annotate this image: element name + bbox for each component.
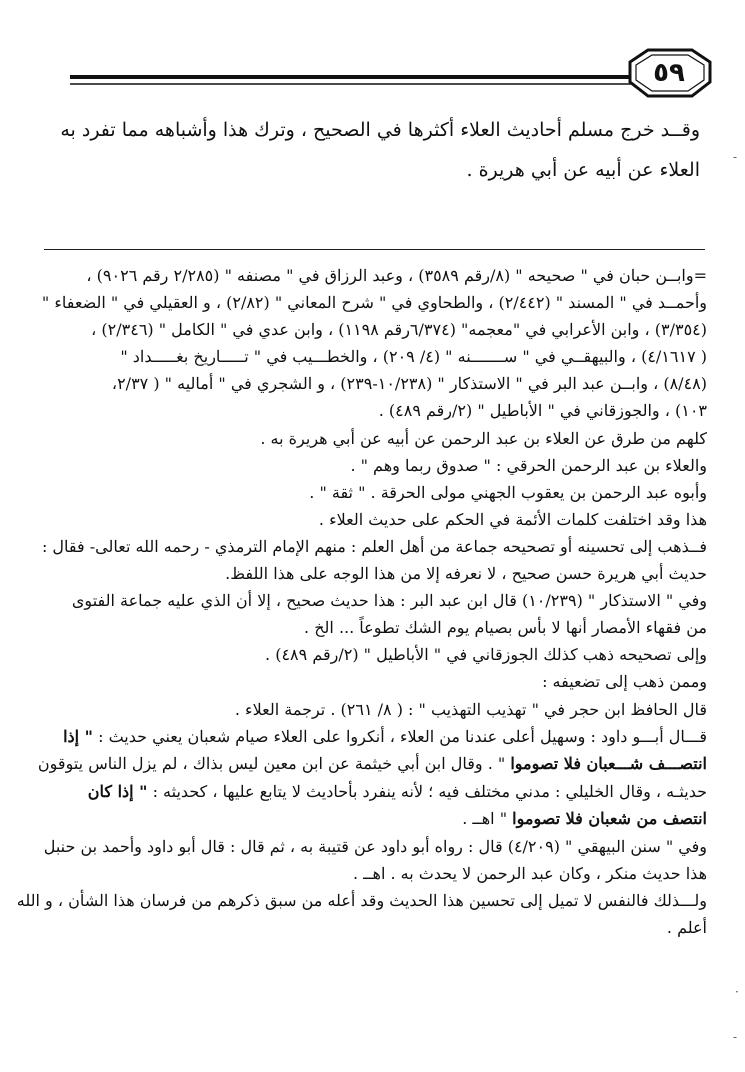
footnote-separator <box>44 249 705 250</box>
main-line-2: العلاء عن أبيه عن أبي هريرة . <box>466 159 700 181</box>
footnote-text: حديثـه ، وقال الخليلي : مدني مختلف فيه ؛ لأنه ينفرد بأحاديث لا يتابع عليها ، كحديثه : <box>152 781 707 801</box>
page-number: ٥٩ <box>653 58 685 88</box>
footnote-line-20 <box>17 778 707 806</box>
footnote-line-7: كلهم من طرق عن العلاء بن عبد الرحمن عن أبيه عن أبي هريرة به . <box>260 428 707 448</box>
footnote-text: " . وقال ابن أبي خيثمة عن ابن معين ليس بذاك ، لم يزل الناس يتوقون <box>37 754 506 774</box>
footnote-line-11: فــذهب إلى تحسينه أو تصحيحه جماعة من أهل العلم : منهم الإمام الترمذي - رحمه الله تعالى- فقال : <box>41 536 707 556</box>
footnote-line-24: ولـــذلك فالنفس لا تميل إلى تحسين هذا الحديث وقد أعله من سبق ذكرهم من فرسان هذا الشأن ، و الله <box>17 891 707 911</box>
footnote-text: قـــال أبـــو داود : وسهيل أعلى عندنا من العلاء ، أنكروا على العلاء صيام شعبان يعني حديث : <box>98 726 707 746</box>
scan-speck: - <box>733 1030 738 1044</box>
footnote-line-12: حديث أبي هريرة حسن صحيح ، لا نعرفه إلا من هذا الوجه على هذا اللفظ. <box>225 564 707 584</box>
footnote-line-13: وفي " الاستذكار " (١٠/٢٣٩) قال ابن عبد البر : هذا حديث صحيح ، إلا أن الذي عليه جماعة الفتوى <box>71 591 707 611</box>
main-body <box>10 110 700 190</box>
scan-speck: · <box>735 985 739 999</box>
footnote-line-23: هذا حديث منكر ، وكان عبد الرحمن لا يحدث به . اهــ . <box>352 864 707 884</box>
bold-quote-open: " إذا <box>63 726 94 746</box>
footnotes <box>17 262 707 941</box>
footnote-line-14: من فقهاء الأمصار أنها لا بأس بصيام يوم الشك تطوعاً ... الخ . <box>304 618 707 638</box>
footnote-line-19 <box>17 750 707 778</box>
footnote-line-5: (٨/٤٨) ، وابــن عبد البر في " الاستذكار " (١٠/٢٣٨-٢٣٩) ، و الشجري في " أماليه " ( ٢/٣٧، <box>111 374 707 394</box>
footnote-line-10: هذا وقد اختلفت كلمات الأئمة في الحكم على حديث العلاء . <box>318 509 707 529</box>
footnote-line-4: ( ٤/١٦١٧) ، والبيهقــي في " ســـــــنه " (٤/ ٢٠٩) ، والخطـــيب في " تـــــاريخ بغـــــداد " <box>120 347 707 367</box>
bold-hadith-text: انتصـــف شـــعبان فلا تصوموا <box>510 754 707 774</box>
footnote-line-2: وأحمــد في " المسند " (٢/٤٤٢) ، والطحاوي في " شرح المعاني " (٢/٨٢) ، و العقيلي في " الضعفاء " <box>41 293 707 313</box>
scan-speck: - <box>733 150 738 164</box>
footnote-line-17: قال الحافظ ابن حجر في " تهذيب التهذيب " : ( ٨/ ٢٦١) . ترجمة العلاء . <box>234 699 707 719</box>
footnote-line-9: وأبوه عبد الرحمن بن يعقوب الجهني مولى الحرقة . " ثقة " . <box>309 482 707 502</box>
bold-quote-open-2: " إذا كان <box>87 781 148 801</box>
footnote-line-25: أعلم . <box>666 918 707 938</box>
bold-hadith-text-2: انتصف من شعبان فلا تصوموا <box>512 809 707 829</box>
footnote-line-6: ١٠٣) ، والجوزقاني في " الأباطيل " (٢/رقم ٤٨٩) . <box>378 401 707 421</box>
footnote-line-15: وإلى تصحيحه ذهب كذلك الجوزقاني في " الأباطيل " (٢/رقم ٤٨٩) . <box>265 645 707 665</box>
footnote-line-21 <box>17 805 707 833</box>
footnote-line-3: (٣/٣٥٤) ، وابن الأعرابي في "معجمه" (٦/٣٧٤رقم ١١٩٨) ، وابن عدي في " الكامل " (٢/٣٤٦) ، <box>91 320 707 340</box>
footnote-line-18 <box>17 723 707 751</box>
footnote-line-22: وفي " سنن البيهقي " (٤/٢٠٩) قال : رواه أبو داود عن قتيبة به ، ثم قال : قال أبو داود وأحمد بن حنبل <box>43 836 707 856</box>
main-line-1: وقــد خرج مسلم أحاديث العلاء أكثرها في الصحيح ، وترك هذا وأشباهه مما تفرد به <box>60 119 700 141</box>
footnote-line-1: =وابــن حبان في " صحيحه " (٨/رقم ٣٥٨٩) ، وعبد الرزاق في " مصنفه " (٢/٢٨٥ رقم ٩٠٢٦) ، <box>86 266 707 285</box>
page-header <box>0 0 745 110</box>
footnote-line-8: والعلاء بن عبد الرحمن الحرقي : " صدوق ربما وهم " . <box>350 455 707 475</box>
footnote-text: " اهــ . <box>462 809 508 829</box>
footnote-line-16: وممن ذهب إلى تضعيفه : <box>542 672 707 692</box>
